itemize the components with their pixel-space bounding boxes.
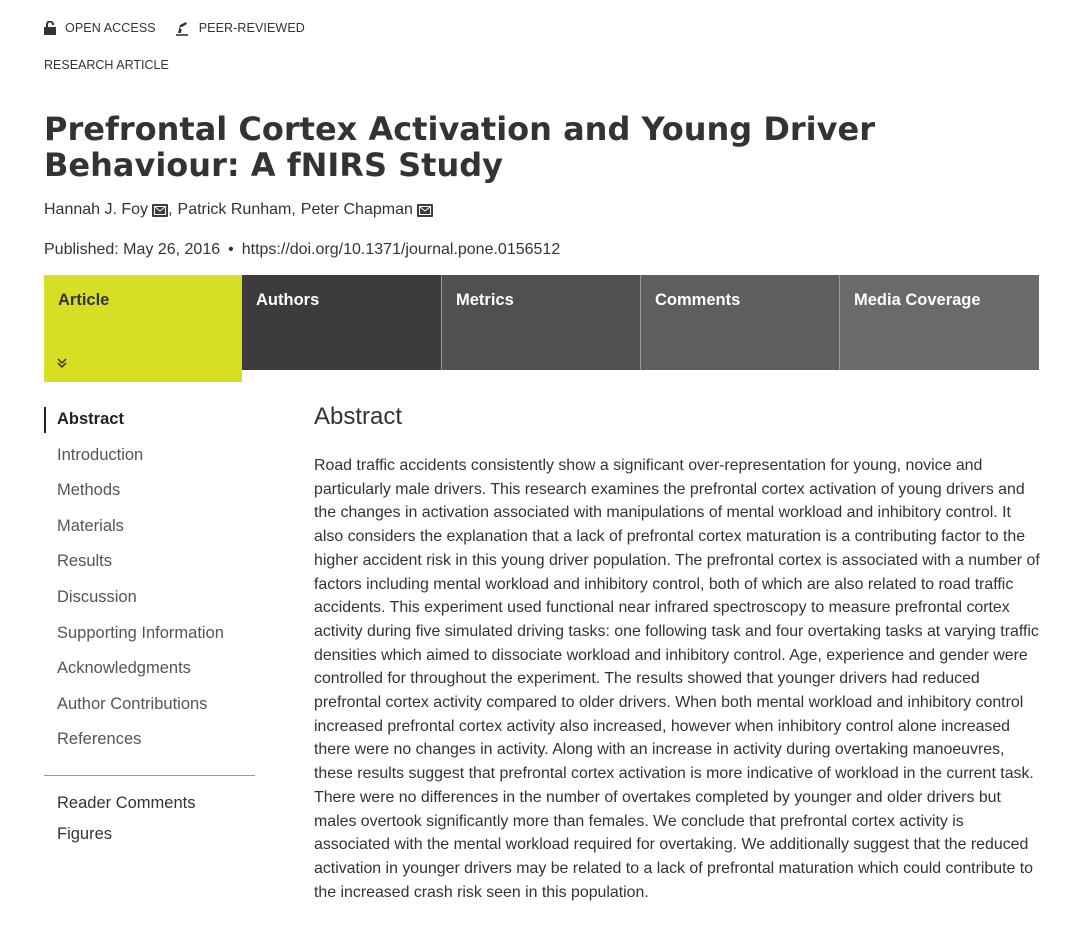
nav-item-acknowledgments[interactable]: Acknowledgments [57,659,191,678]
peer-reviewed-badge[interactable] [174,20,305,36]
nav-item-figures[interactable]: Figures [57,824,113,843]
nav-item-results[interactable]: Results [57,552,113,571]
author-link[interactable] [301,201,433,219]
nav-item-methods[interactable]: Methods [57,481,121,500]
nav-item-introduction[interactable]: Introduction [57,445,144,464]
author-separator: , [168,201,173,218]
tab-metrics[interactable] [442,275,641,370]
nav-item-author-contributions[interactable]: Author Contributions [57,694,208,713]
article-type-label: RESEARCH ARTICLE [44,58,169,72]
author-name: Peter Chapman [300,201,413,218]
email-icon[interactable] [152,204,168,217]
publication-date: Published: May 26, 2016 [44,241,221,258]
section-navigation [44,404,255,852]
tab-comments[interactable] [641,275,840,370]
tab-label: Metrics [456,291,514,309]
publication-info [44,241,560,259]
open-access-badge[interactable] [44,21,156,35]
peer-reviewed-label: PEER-REVIEWED [198,21,305,35]
author-list [44,201,433,219]
nav-item-supporting-information[interactable]: Supporting Information [57,623,224,642]
nav-item-materials[interactable]: Materials [57,516,124,535]
nav-divider [44,775,255,776]
email-icon[interactable] [417,204,433,217]
nav-item-discussion[interactable]: Discussion [57,587,137,606]
abstract-text: Road traffic accidents consistently show a significant over-representation for young, novice and particularly male drivers. This research examines the prefrontal cortex activation of young drivers and the changes in activation associated with manipulations of mental workload and inhibitory control. It also considers the explanation that a lack of prefrontal cortex maturation is a contributing factor to the higher accident risk in this young driver population. The prefrontal cortex is associated with a number of factors including mental workload and inhibitory control, both of which are also related to road traffic accidents. This experiment used functional near infrared spectroscopy to measure prefrontal cortex activity during five simulated driving tasks: one following task and four overtaking tasks at varying traffic densities which aimed to dissociate workload and inhibitory control. Age, experience and gender were controlled for throughout the experiment. The results showed that younger drivers had reduced prefrontal cortex activity compared to older drivers. When both mental workload and inhibitory control increased prefrontal cortex activity also increased, however when inhibitory control alone increased there were no changes in activity. Along with an increase in activity during overtaking manoeuvres, these results suggest that prefrontal cortex activation is more indicative of workload in the current task. There were no differences in the number of overtakes completed by younger and older drivers but males overtook significantly more than females. We conclude that prefrontal cortex activity is associated with the mental workload required for overtaking. We additionally suggest that the reduced activation in younger drivers may be related to a lack of prefrontal maturation which could contribute to the increased crash risk seen in this population. [314,457,1040,901]
tab-media-coverage[interactable] [840,275,1039,370]
open-access-label: OPEN ACCESS [65,21,156,35]
author-separator: , [291,201,296,218]
article-title: Prefrontal Cortex Activation and Young Driver Behaviour: A fNIRS Study [44,110,875,184]
author-link[interactable] [178,201,292,219]
tab-article[interactable] [44,275,242,382]
author-link[interactable] [44,201,168,219]
nav-item-abstract[interactable]: Abstract [44,404,255,440]
nav-item-references[interactable]: References [57,730,142,749]
tab-label: Authors [256,291,320,309]
author-name: Hannah J. Foy [44,201,149,218]
doi-link[interactable]: https://doi.org/10.1371/journal.pone.0156512 [241,241,561,258]
tab-label: Article [58,291,110,309]
peer-reviewed-icon [174,20,190,36]
tab-label: Media Coverage [854,291,981,309]
abstract-heading: Abstract [314,403,403,430]
tab-authors[interactable] [242,275,442,370]
bullet-separator: • [228,241,234,258]
tab-label: Comments [655,291,741,309]
article-badges [44,20,323,36]
article-tabs [44,275,1039,382]
author-name: Patrick Runham [177,201,292,218]
open-lock-icon [44,21,56,35]
chevron-down-icon [56,355,68,374]
nav-item-reader-comments[interactable]: Reader Comments [57,793,196,812]
